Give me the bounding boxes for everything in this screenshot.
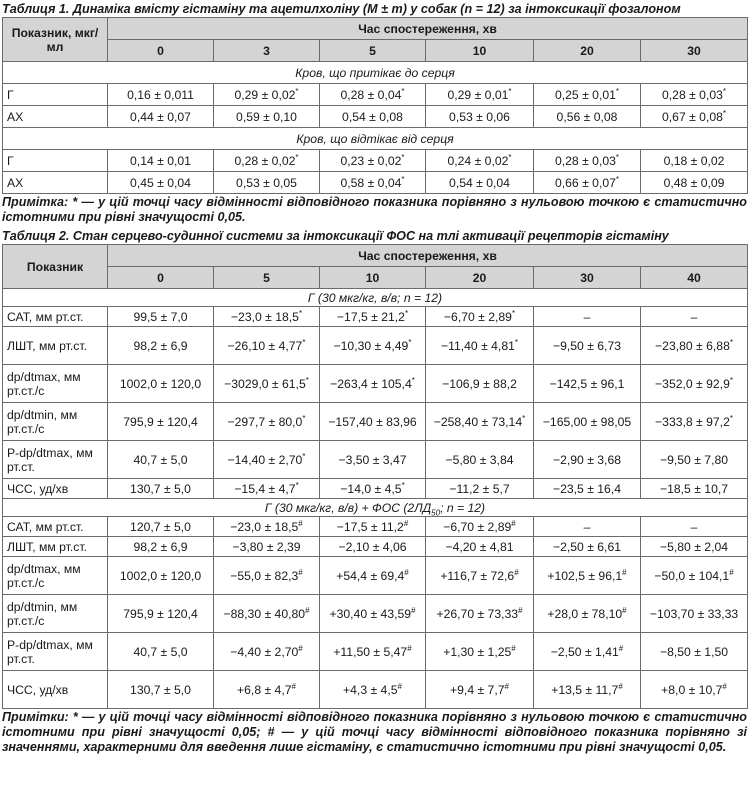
row-label: dp/dtmin, мм рт.ст./с — [3, 595, 108, 633]
table-row — [3, 327, 748, 365]
table-row — [3, 537, 748, 557]
table-cell: – — [641, 307, 748, 327]
table2-header-time: Час спостереження, хв — [108, 245, 748, 267]
table-row — [3, 517, 748, 537]
table1-time-header: 3 — [214, 40, 320, 62]
table-row — [3, 557, 748, 595]
table-cell: −5,80 ± 3,84 — [426, 441, 534, 479]
table-cell: 0,58 ± 0,04* — [320, 172, 426, 194]
table-cell: 0,54 ± 0,08 — [320, 106, 426, 128]
table-cell: 0,28 ± 0,03* — [641, 84, 748, 106]
table1-time-header: 10 — [426, 40, 534, 62]
table-cell: +13,5 ± 11,7# — [534, 671, 641, 709]
table-cell: 0,53 ± 0,05 — [214, 172, 320, 194]
table1-time-header: 30 — [641, 40, 748, 62]
table-cell: −11,40 ± 4,81* — [426, 327, 534, 365]
table-cell: −333,8 ± 97,2* — [641, 403, 748, 441]
section-title-sub: 50 — [431, 507, 441, 517]
table-cell: −18,5 ± 10,7 — [641, 479, 748, 499]
table-row — [3, 403, 748, 441]
table-cell: 0,23 ± 0,02* — [320, 150, 426, 172]
table1-time-header: 0 — [108, 40, 214, 62]
table-cell: −17,5 ± 11,2# — [320, 517, 426, 537]
row-label: Г — [3, 84, 108, 106]
table-row — [3, 633, 748, 671]
table1-caption: Таблиця 1. Динаміка вмісту гістаміну та ацетилхоліну (M ± m) у собак (n = 12) за інтоксикації фозалоном — [2, 2, 681, 16]
table-cell: 0,44 ± 0,07 — [108, 106, 214, 128]
table2-time-header: 30 — [534, 267, 641, 289]
section-title — [3, 499, 748, 517]
table-cell: +4,3 ± 4,5# — [320, 671, 426, 709]
section-title-prefix: Г (30 мкг/кг, в/в) + ФОС (2ЛД — [264, 500, 432, 515]
table-cell: 0,28 ± 0,04* — [320, 84, 426, 106]
row-label: dp/dtmax, мм рт.ст./с — [3, 557, 108, 595]
table-cell: 98,2 ± 6,9 — [108, 537, 214, 557]
table1 — [2, 17, 748, 194]
table1-header-time: Час спостереження, хв — [108, 18, 748, 40]
table-cell: 130,7 ± 5,0 — [108, 479, 214, 499]
section-title: Г (30 мкг/кг, в/в; n = 12) — [3, 289, 748, 307]
table-cell: +1,30 ± 1,25# — [426, 633, 534, 671]
table-cell: 0,28 ± 0,02* — [214, 150, 320, 172]
table-cell: +6,8 ± 4,7# — [214, 671, 320, 709]
table2-note: Примітки: * — у цій точці часу відмінності відповідного показника порівняно з нульовою точкою є статистично істотними при рівні значущості 0,05; # — у цій точці часу відмінності відповідного показника порівняно зі значеннями, характерними для введення лише гістаміну, є статистично істотними при рівні значущості 0,05. — [2, 710, 747, 754]
table-cell: +8,0 ± 10,7# — [641, 671, 748, 709]
table-cell: −258,40 ± 73,14* — [426, 403, 534, 441]
table-cell: −142,5 ± 96,1 — [534, 365, 641, 403]
table-row — [3, 595, 748, 633]
table-cell: −11,2 ± 5,7 — [426, 479, 534, 499]
table-cell: 0,53 ± 0,06 — [426, 106, 534, 128]
table-cell: – — [534, 307, 641, 327]
table-row — [3, 307, 748, 327]
table-cell: 795,9 ± 120,4 — [108, 403, 214, 441]
table-cell: 0,29 ± 0,02* — [214, 84, 320, 106]
table2-time-header: 0 — [108, 267, 214, 289]
row-label: ЧСС, уд/хв — [3, 479, 108, 499]
table-cell: −157,40 ± 83,96 — [320, 403, 426, 441]
table-cell: 0,54 ± 0,04 — [426, 172, 534, 194]
table-cell: −88,30 ± 40,80# — [214, 595, 320, 633]
table-cell: −2,90 ± 3,68 — [534, 441, 641, 479]
row-label: АХ — [3, 172, 108, 194]
table-row — [3, 671, 748, 709]
section-header-row — [3, 499, 748, 517]
table-cell: 1002,0 ± 120,0 — [108, 365, 214, 403]
table-cell: −26,10 ± 4,77* — [214, 327, 320, 365]
table-cell: 120,7 ± 5,0 — [108, 517, 214, 537]
table-cell: +28,0 ± 78,10# — [534, 595, 641, 633]
table-row — [3, 441, 748, 479]
row-label: Г — [3, 150, 108, 172]
table-cell: +30,40 ± 43,59# — [320, 595, 426, 633]
table-cell: −165,00 ± 98,05 — [534, 403, 641, 441]
section-header-row — [3, 128, 748, 150]
table-cell: −3,80 ± 2,39 — [214, 537, 320, 557]
table2-time-header: 10 — [320, 267, 426, 289]
table-cell: 99,5 ± 7,0 — [108, 307, 214, 327]
table-cell: −4,40 ± 2,70# — [214, 633, 320, 671]
row-label: dp/dtmax, мм рт.ст./с — [3, 365, 108, 403]
table-cell: −17,5 ± 21,2* — [320, 307, 426, 327]
row-label: САТ, мм рт.ст. — [3, 517, 108, 537]
table-cell: +116,7 ± 72,6# — [426, 557, 534, 595]
table-cell: −103,70 ± 33,33 — [641, 595, 748, 633]
table-cell: 0,59 ± 0,10 — [214, 106, 320, 128]
table-cell: 0,16 ± 0,011 — [108, 84, 214, 106]
table-cell: −14,40 ± 2,70* — [214, 441, 320, 479]
table-cell: +26,70 ± 73,33# — [426, 595, 534, 633]
table-cell: −2,50 ± 6,61 — [534, 537, 641, 557]
table-cell: −2,10 ± 4,06 — [320, 537, 426, 557]
table-cell: −23,0 ± 18,5# — [214, 517, 320, 537]
table-cell: −297,7 ± 80,0* — [214, 403, 320, 441]
table-cell: 0,56 ± 0,08 — [534, 106, 641, 128]
table-cell: −55,0 ± 82,3# — [214, 557, 320, 595]
table-cell: 0,14 ± 0,01 — [108, 150, 214, 172]
table-cell: −9,50 ± 6,73 — [534, 327, 641, 365]
table-cell: 98,2 ± 6,9 — [108, 327, 214, 365]
table-cell: −9,50 ± 7,80 — [641, 441, 748, 479]
section-title-suffix: ; n = 12) — [440, 500, 486, 515]
table-cell: −23,80 ± 6,88* — [641, 327, 748, 365]
table-cell: 0,48 ± 0,09 — [641, 172, 748, 194]
table-cell: −23,0 ± 18,5* — [214, 307, 320, 327]
section-title: Кров, що відтікає від серця — [3, 128, 748, 150]
table-cell: – — [534, 517, 641, 537]
table-row — [3, 150, 748, 172]
table-cell: −5,80 ± 2,04 — [641, 537, 748, 557]
table2 — [2, 244, 748, 709]
table-cell: 795,9 ± 120,4 — [108, 595, 214, 633]
table-cell: 0,45 ± 0,04 — [108, 172, 214, 194]
section-header-row — [3, 289, 748, 307]
table-cell: 0,67 ± 0,08* — [641, 106, 748, 128]
table1-time-header: 5 — [320, 40, 426, 62]
section-title: Кров, що притікає до серця — [3, 62, 748, 84]
table-cell: 0,66 ± 0,07* — [534, 172, 641, 194]
table-cell: 0,29 ± 0,01* — [426, 84, 534, 106]
table-cell: −3,50 ± 3,47 — [320, 441, 426, 479]
table-cell: −14,0 ± 4,5* — [320, 479, 426, 499]
table-cell: +102,5 ± 96,1# — [534, 557, 641, 595]
table2-time-header: 5 — [214, 267, 320, 289]
table-cell: 40,7 ± 5,0 — [108, 441, 214, 479]
table1-note: Примітка: * — у цій точці часу відмінності відповідного показника порівняно з нульовою точкою є статистично істотними при рівні значущості 0,05. — [2, 195, 747, 224]
row-label: P-dp/dtmax, мм рт.ст. — [3, 633, 108, 671]
table-cell: 1002,0 ± 120,0 — [108, 557, 214, 595]
table-row — [3, 84, 748, 106]
table-row — [3, 172, 748, 194]
table-cell: 130,7 ± 5,0 — [108, 671, 214, 709]
table2-caption: Таблиця 2. Стан серцево-судинної системи за інтоксикації ФОС на тлі активації рецепторів гістаміну — [2, 229, 669, 243]
row-label: ЛШТ, мм рт.ст. — [3, 327, 108, 365]
table-cell: −2,50 ± 1,41# — [534, 633, 641, 671]
table-row — [3, 365, 748, 403]
table-cell: +11,50 ± 5,47# — [320, 633, 426, 671]
table2-time-header: 40 — [641, 267, 748, 289]
row-label: P-dp/dtmax, мм рт.ст. — [3, 441, 108, 479]
table2-header-indicator: Показник — [3, 245, 108, 289]
row-label: ЧСС, уд/хв — [3, 671, 108, 709]
section-header-row — [3, 62, 748, 84]
table-cell: −8,50 ± 1,50 — [641, 633, 748, 671]
row-label: АХ — [3, 106, 108, 128]
table-cell: −352,0 ± 92,9* — [641, 365, 748, 403]
table2-body — [3, 289, 748, 709]
table-cell: −23,5 ± 16,4 — [534, 479, 641, 499]
table1-body — [3, 62, 748, 194]
table-cell: 0,24 ± 0,02* — [426, 150, 534, 172]
table2-time-header: 20 — [426, 267, 534, 289]
table-cell: −15,4 ± 4,7* — [214, 479, 320, 499]
table-cell: −10,30 ± 4,49* — [320, 327, 426, 365]
table-cell: 0,28 ± 0,03* — [534, 150, 641, 172]
table-cell: +54,4 ± 69,4# — [320, 557, 426, 595]
table-cell: −50,0 ± 104,1# — [641, 557, 748, 595]
table-cell: −3029,0 ± 61,5* — [214, 365, 320, 403]
table-cell: 0,25 ± 0,01* — [534, 84, 641, 106]
table-cell: −6,70 ± 2,89# — [426, 517, 534, 537]
row-label: dp/dtmin, мм рт.ст./с — [3, 403, 108, 441]
table-row — [3, 479, 748, 499]
table1-time-header: 20 — [534, 40, 641, 62]
table-cell: 0,18 ± 0,02 — [641, 150, 748, 172]
table1-header-indicator: Показник, мкг/мл — [3, 18, 108, 62]
table-row — [3, 106, 748, 128]
table-cell: 40,7 ± 5,0 — [108, 633, 214, 671]
row-label: САТ, мм рт.ст. — [3, 307, 108, 327]
table-cell: −4,20 ± 4,81 — [426, 537, 534, 557]
table-cell: – — [641, 517, 748, 537]
table-cell: −106,9 ± 88,2 — [426, 365, 534, 403]
table-cell: −263,4 ± 105,4* — [320, 365, 426, 403]
table-cell: −6,70 ± 2,89* — [426, 307, 534, 327]
table-cell: +9,4 ± 7,7# — [426, 671, 534, 709]
row-label: ЛШТ, мм рт.ст. — [3, 537, 108, 557]
